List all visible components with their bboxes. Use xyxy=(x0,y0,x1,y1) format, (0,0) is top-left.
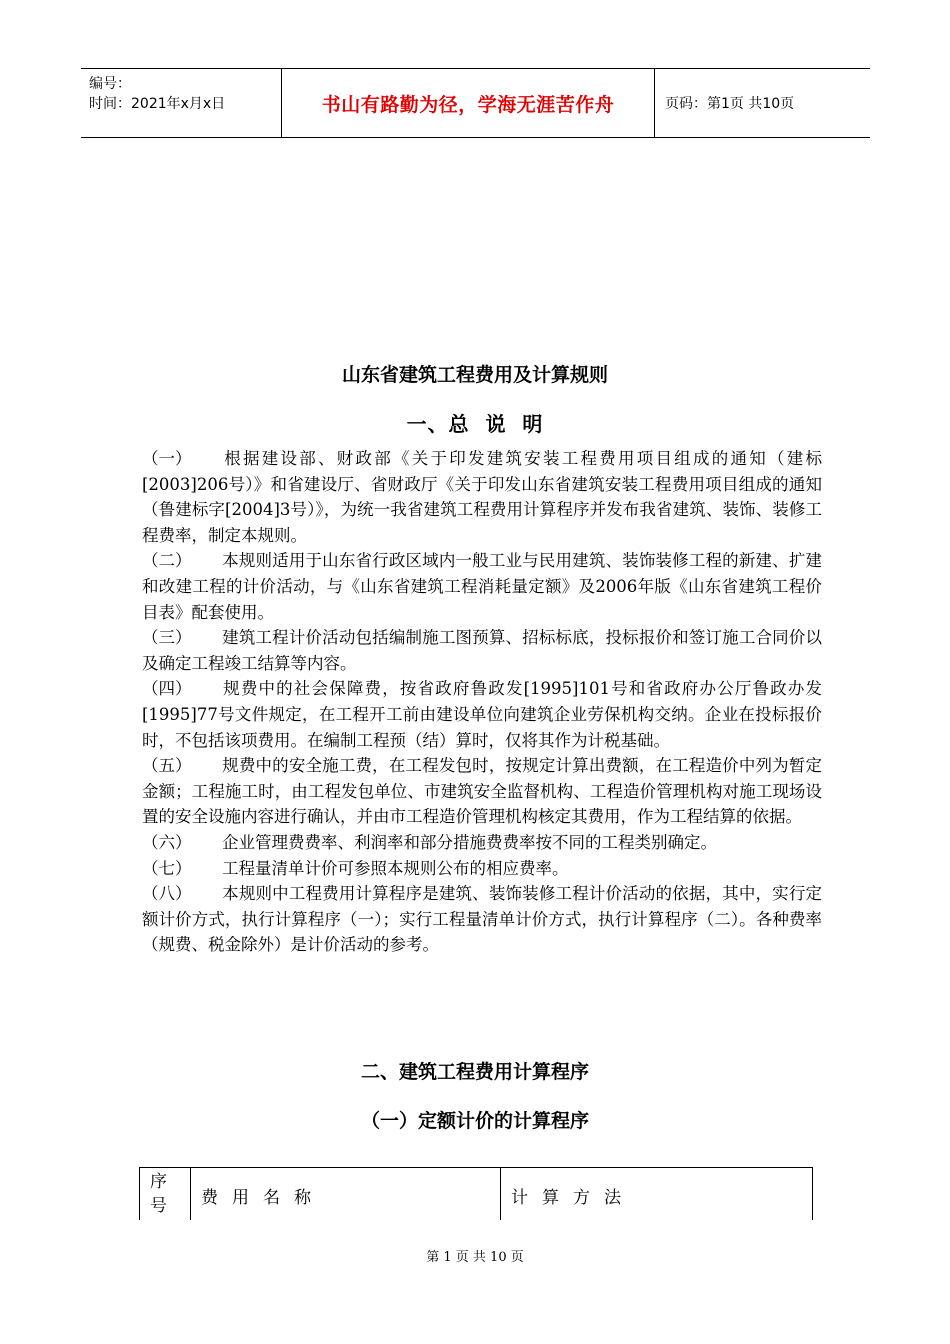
paragraph xyxy=(142,676,822,753)
paragraph-number: （三） xyxy=(142,628,192,648)
column-label: 费用名称 xyxy=(201,1188,325,1208)
paragraph-number: （四） xyxy=(142,679,192,699)
paragraph-text: 工程量清单计价可参照本规则公布的相应费率。 xyxy=(222,858,569,878)
paragraph xyxy=(142,446,822,548)
paragraph-number: （五） xyxy=(142,756,192,776)
section-title-procedure: 二、建筑工程费用计算程序 xyxy=(360,1061,589,1083)
column-header-fee-name xyxy=(191,1168,501,1220)
paragraph-text: 规费中的社会保障费，按省政府鲁政发[1995]101号和省政府办公厅鲁政办发[1995]77号文件规定，在工程开工前由建设单位向建筑企业劳保机构交纳。企业在投标报价时，不包括该项费用。在编制工程预（结）算时，仅将其作为计税基础。 xyxy=(142,679,822,750)
paragraph-text: 本规则中工程费用计算程序是建筑、装饰装修工程计价活动的依据，其中，实行定额计价方式，执行计算程序（一）；实行工程量清单计价方式，执行计算程序（二）。各种费率（规费、税金除外）是计价活动的参考。 xyxy=(142,884,822,955)
page-footer: 第 1 页 共 10 页 xyxy=(426,1250,524,1265)
time-label: 时间：2021年x月x日 xyxy=(89,96,226,112)
paragraph xyxy=(142,856,822,882)
paragraph xyxy=(142,625,822,676)
page-info: 页码：第1页 共10页 xyxy=(665,96,795,112)
paragraph-text: 企业管理费费率、利润率和部分措施费费率按不同的工程类别确定。 xyxy=(222,832,717,852)
header-info-cell xyxy=(81,69,282,137)
paragraph-text: 根据建设部、财政部《关于印发建筑安装工程费用项目组成的通知（建标[2003]206号）》和省建设厅、省财政厅《关于印发山东省建筑安装工程费用项目组成的通知（鲁建标字[2004]3号）》，为统一我省建筑工程费用计算程序并发布我省建筑、装饰、装修工程费率，制定本规则。 xyxy=(142,449,822,545)
column-label: 序号 xyxy=(150,1172,167,1216)
paragraph xyxy=(142,753,822,830)
paragraph-number: （六） xyxy=(142,832,192,852)
fee-table-header xyxy=(139,1167,813,1220)
paragraph-text: 规费中的安全施工费，在工程发包时，按规定计算出费额，在工程造价中列为暂定金额；工程施工时，由工程发包单位、市建筑安全监督机构、工程造价管理机构对施工现场设置的安全设施内容进行确认，并由市工程造价管理机构核定其费用，作为工程结算的依据。 xyxy=(142,756,822,827)
column-header-method xyxy=(501,1168,812,1220)
paragraph-number: （二） xyxy=(142,551,192,571)
paragraph-text: 建筑工程计价活动包括编制施工图预算、招标标底，投标报价和签订施工合同价以及确定工程竣工结算等内容。 xyxy=(142,628,822,673)
document-title: 山东省建筑工程费用及计算规则 xyxy=(341,364,608,386)
section-title-general: 一、总 说 明 xyxy=(406,412,544,436)
motto: 书山有路勤为径，学海无涯苦作舟 xyxy=(282,69,655,137)
paragraph xyxy=(142,830,822,856)
column-label: 计算方法 xyxy=(511,1188,635,1208)
general-notes xyxy=(142,446,822,958)
paragraph-number: （七） xyxy=(142,858,192,878)
number-label: 编号： xyxy=(89,76,131,92)
header-table xyxy=(81,68,870,138)
paragraph xyxy=(142,881,822,958)
paragraph-number: （一） xyxy=(142,449,192,468)
paragraph xyxy=(142,548,822,625)
subsection-title: （一）定额计价的计算程序 xyxy=(360,1110,589,1132)
paragraph-number: （八） xyxy=(142,884,192,904)
column-header-serial xyxy=(140,1168,191,1220)
paragraph-text: 本规则适用于山东省行政区域内一般工业与民用建筑、装饰装修工程的新建、扩建和改建工程的计价活动，与《山东省建筑工程消耗量定额》及2006年版《山东省建筑工程价目表》配套使用。 xyxy=(142,551,822,622)
